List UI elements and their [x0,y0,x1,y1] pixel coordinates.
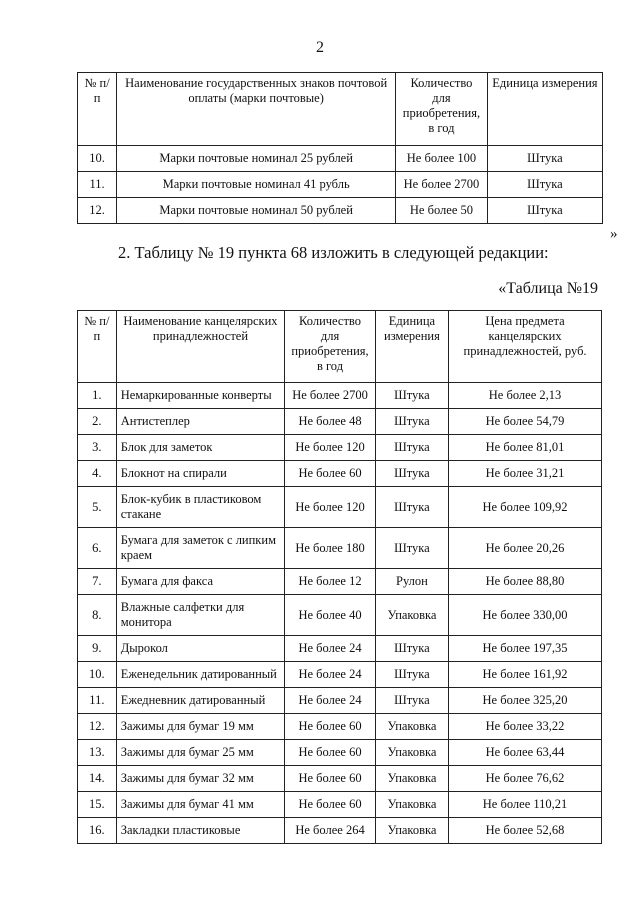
cell-unit: Штука [375,636,448,662]
cell-name: Дырокол [116,636,284,662]
cell-num: 4. [78,461,117,487]
cell-price: Не более 197,35 [449,636,602,662]
cell-unit: Штука [375,435,448,461]
table-row [78,662,602,688]
cell-name: Закладки пластиковые [116,818,284,844]
table-header-row [78,311,602,383]
cell-price: Не более 330,00 [449,595,602,636]
cell-qty: Не более 24 [285,636,376,662]
cell-num: 7. [78,569,117,595]
cell-price: Не более 109,92 [449,487,602,528]
cell-unit: Штука [375,662,448,688]
cell-unit: Упаковка [375,766,448,792]
cell-name: Влажные салфетки для монитора [116,595,284,636]
cell-qty: Не более 60 [285,792,376,818]
cell-unit: Штука [375,487,448,528]
cell-unit: Упаковка [375,595,448,636]
page-number: 2 [316,39,324,56]
cell-num: 10. [78,662,117,688]
cell-price: Не более 54,79 [449,409,602,435]
header-num: № п/п [78,311,117,383]
cell-num: 14. [78,766,117,792]
cell-unit: Штука [375,461,448,487]
cell-name: Еженедельник датированный [116,662,284,688]
cell-unit: Штука [375,409,448,435]
cell-qty: Не более 12 [285,569,376,595]
cell-num: 11. [78,172,117,198]
cell-num: 1. [78,383,117,409]
cell-price: Не более 81,01 [449,435,602,461]
cell-num: 16. [78,818,117,844]
cell-name: Зажимы для бумаг 19 мм [116,714,284,740]
cell-unit: Штука [375,383,448,409]
table-row [78,595,602,636]
cell-num: 5. [78,487,117,528]
header-unit: Единица измерения [375,311,448,383]
cell-price: Не более 325,20 [449,688,602,714]
cell-name: Блок для заметок [116,435,284,461]
cell-price: Не более 110,21 [449,792,602,818]
cell-name: Зажимы для бумаг 32 мм [116,766,284,792]
cell-num: 13. [78,740,117,766]
cell-name: Зажимы для бумаг 25 мм [116,740,284,766]
cell-name: Марки почтовые номинал 41 рубль [117,172,396,198]
header-qty: Количество для приобретения, в год [396,73,488,146]
cell-qty: Не более 60 [285,461,376,487]
cell-qty: Не более 2700 [285,383,376,409]
table-row [78,435,602,461]
cell-qty: Не более 48 [285,409,376,435]
cell-name: Марки почтовые номинал 50 рублей [117,198,396,224]
cell-qty: Не более 2700 [396,172,488,198]
header-qty: Количество для приобретения, в год [285,311,376,383]
cell-name: Марки почтовые номинал 25 рублей [117,146,396,172]
table-row [78,636,602,662]
cell-unit: Штука [487,146,602,172]
table-label: «Таблица №19 [498,280,598,297]
cell-name: Бумага для факса [116,569,284,595]
header-num: № п/п [78,73,117,146]
table-row [78,383,602,409]
header-unit: Единица измерения [487,73,602,146]
header-name: Наименование государственных знаков почтовой оплаты (марки почтовые) [117,73,396,146]
table-row [78,146,603,172]
cell-unit: Упаковка [375,818,448,844]
cell-unit: Штука [375,528,448,569]
table-row [78,487,602,528]
header-price: Цена предмета канцелярских принадлежностей, руб. [449,311,602,383]
cell-qty: Не более 60 [285,714,376,740]
cell-unit: Рулон [375,569,448,595]
cell-qty: Не более 24 [285,688,376,714]
cell-num: 8. [78,595,117,636]
table-row [78,714,602,740]
cell-price: Не более 63,44 [449,740,602,766]
cell-qty: Не более 120 [285,487,376,528]
table-row [78,409,602,435]
table-row [78,172,603,198]
cell-num: 9. [78,636,117,662]
table-row [78,818,602,844]
header-name: Наименование канцелярских принадлежностей [116,311,284,383]
cell-unit: Упаковка [375,792,448,818]
cell-price: Не более 52,68 [449,818,602,844]
cell-qty: Не более 180 [285,528,376,569]
office-supplies-table [77,310,602,844]
cell-num: 6. [78,528,117,569]
cell-price: Не более 31,21 [449,461,602,487]
cell-unit: Штука [487,198,602,224]
cell-price: Не более 161,92 [449,662,602,688]
cell-name: Немаркированные конверты [116,383,284,409]
cell-name: Блокнот на спирали [116,461,284,487]
closing-quote: » [610,226,618,242]
cell-price: Не более 2,13 [449,383,602,409]
cell-num: 12. [78,198,117,224]
instruction-text: 2. Таблицу № 19 пункта 68 изложить в следующей редакции: [118,243,549,262]
table-row [78,569,602,595]
cell-qty: Не более 100 [396,146,488,172]
cell-num: 2. [78,409,117,435]
table-header-row [78,73,603,146]
cell-qty: Не более 60 [285,766,376,792]
table-row [78,766,602,792]
table-row [78,740,602,766]
cell-num: 11. [78,688,117,714]
postage-stamps-table [77,72,603,224]
table-row [78,461,602,487]
cell-unit: Упаковка [375,714,448,740]
cell-price: Не более 76,62 [449,766,602,792]
cell-num: 3. [78,435,117,461]
cell-price: Не более 88,80 [449,569,602,595]
cell-name: Бумага для заметок с липким краем [116,528,284,569]
cell-name: Антистеплер [116,409,284,435]
cell-qty: Не более 264 [285,818,376,844]
cell-name: Ежедневник датированный [116,688,284,714]
table-row [78,528,602,569]
cell-qty: Не более 60 [285,740,376,766]
cell-qty: Не более 40 [285,595,376,636]
cell-qty: Не более 120 [285,435,376,461]
cell-price: Не более 20,26 [449,528,602,569]
cell-qty: Не более 50 [396,198,488,224]
cell-unit: Штука [375,688,448,714]
cell-name: Блок-кубик в пластиковом стакане [116,487,284,528]
cell-num: 15. [78,792,117,818]
table-row [78,688,602,714]
table-row [78,792,602,818]
cell-num: 12. [78,714,117,740]
cell-name: Зажимы для бумаг 41 мм [116,792,284,818]
cell-num: 10. [78,146,117,172]
cell-price: Не более 33,22 [449,714,602,740]
table-row [78,198,603,224]
cell-unit: Упаковка [375,740,448,766]
cell-unit: Штука [487,172,602,198]
cell-qty: Не более 24 [285,662,376,688]
